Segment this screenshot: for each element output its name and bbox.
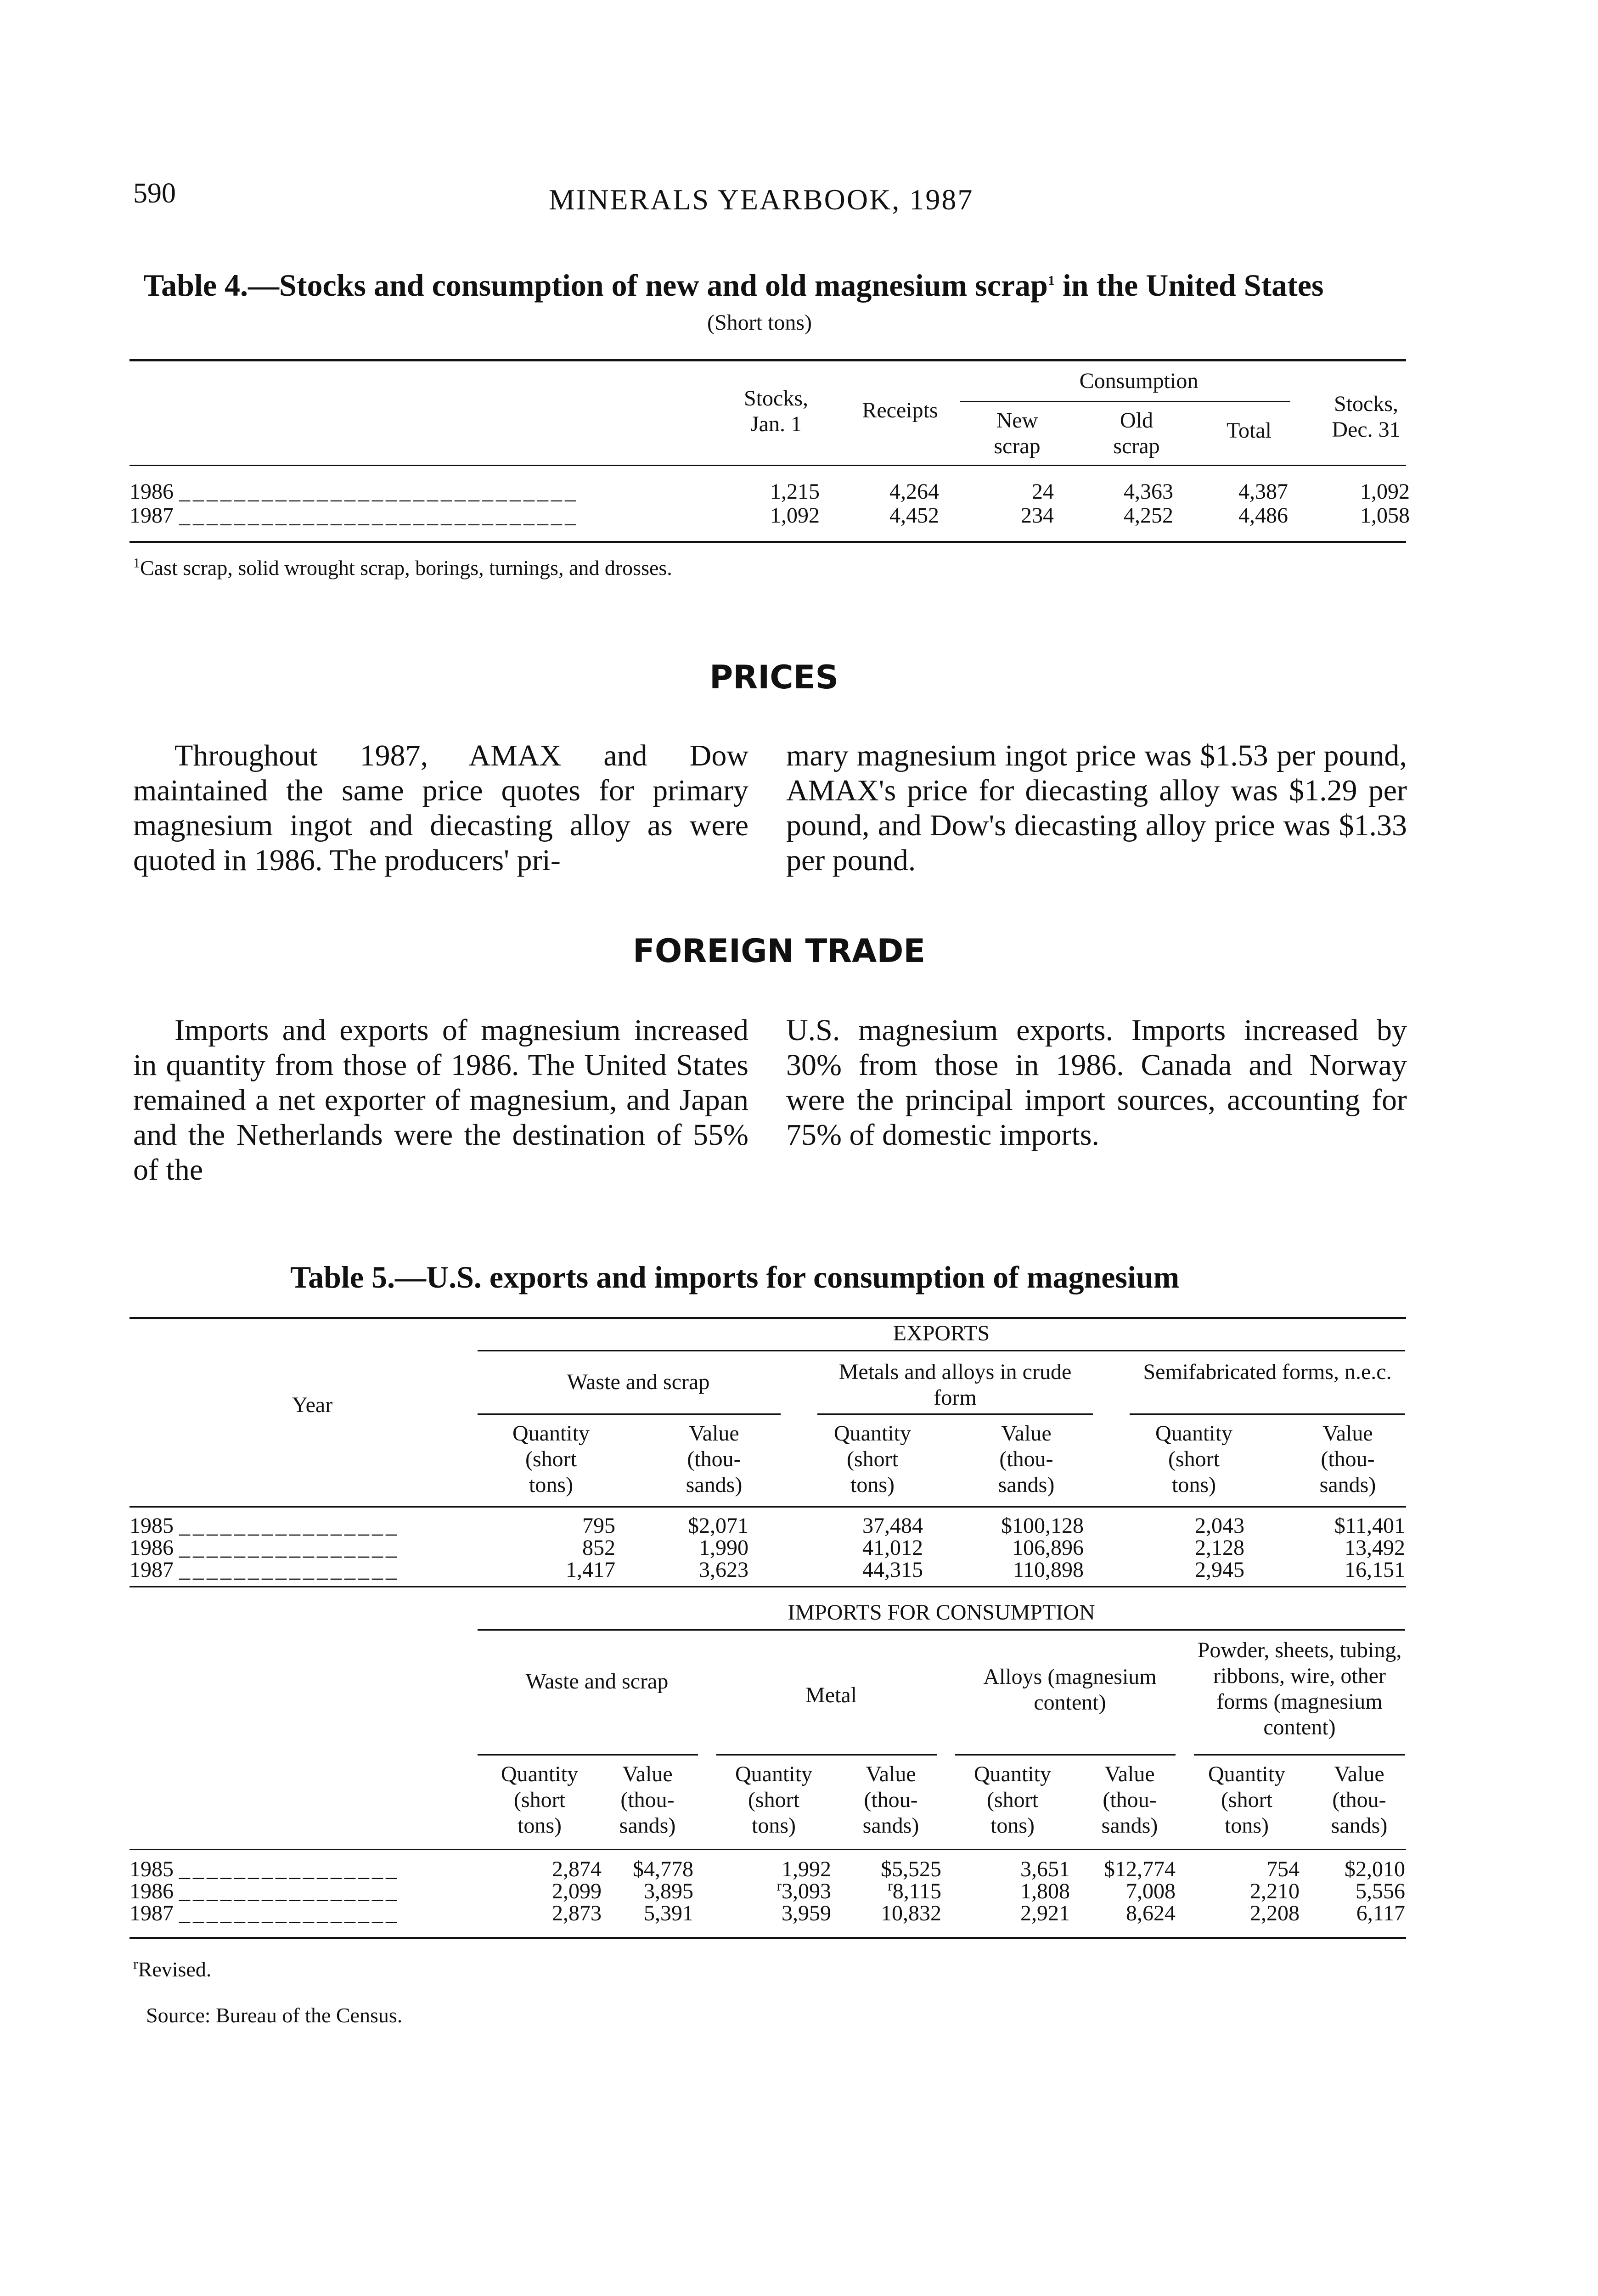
imports-cell: 5,391 xyxy=(644,1901,693,1925)
imports-cell: 3,959 xyxy=(782,1901,831,1925)
imports-cell: 3,651 xyxy=(1020,1857,1070,1881)
table4-cell: 4,252 xyxy=(1124,503,1173,528)
exports-row-year: 1987 ________________ xyxy=(129,1558,400,1582)
imports-value-header: Value (thou- sands) xyxy=(1101,1762,1158,1838)
imports-cell: 2,873 xyxy=(552,1901,602,1925)
imports-row-year: 1985 ________________ xyxy=(129,1857,400,1881)
imports-cell: 10,832 xyxy=(881,1901,941,1925)
imports-cell: 754 xyxy=(1266,1857,1300,1881)
exports-header-rule xyxy=(129,1506,1406,1508)
exports-cell: 16,151 xyxy=(1345,1558,1405,1582)
exports-bottom-rule xyxy=(129,1586,1406,1587)
table4-cell: 24 xyxy=(1032,479,1054,504)
imports-qty-header: Quantity (short tons) xyxy=(974,1762,1051,1838)
imports-cell: 2,099 xyxy=(552,1879,602,1903)
imports-cell: 2,210 xyxy=(1250,1879,1300,1903)
imports-header-rule xyxy=(129,1849,1406,1850)
exports-group-rule xyxy=(1130,1413,1405,1415)
table4-cell: 4,363 xyxy=(1124,479,1173,504)
exports-row-year: 1985 ________________ xyxy=(129,1514,400,1538)
table4-cell: 234 xyxy=(1021,503,1054,528)
table5-title: Table 5.—U.S. exports and imports for consumption of magnesium xyxy=(290,1260,1180,1294)
imports-qty-header: Quantity (short tons) xyxy=(501,1762,578,1838)
table4-header-total: Total xyxy=(1227,418,1272,443)
imports-group-rule xyxy=(955,1754,1176,1756)
table4-header-stocks-jan: Stocks, Jan. 1 xyxy=(743,386,808,436)
imports-group-waste-scrap: Waste and scrap xyxy=(525,1669,669,1694)
imports-value-header: Value (thou- sands) xyxy=(1331,1762,1388,1838)
prices-left-column: Throughout 1987, AMAX and Dow maintained the same price quotes for primary magnesium ingot and diecasting alloy as were quoted in 1986. The producers' pri- xyxy=(133,739,748,877)
exports-heading: EXPORTS xyxy=(893,1321,990,1345)
imports-group-rule xyxy=(716,1754,937,1756)
imports-cell: $12,774 xyxy=(1104,1857,1176,1881)
table4-row-year: 1987 _____________________________ xyxy=(129,503,579,528)
imports-cell: 2,874 xyxy=(552,1857,602,1881)
foreign-trade-heading: FOREIGN TRADE xyxy=(633,932,926,970)
exports-cell: $100,128 xyxy=(1001,1514,1084,1538)
imports-cell: 1,992 xyxy=(782,1857,831,1881)
imports-cell: 3,895 xyxy=(644,1879,693,1903)
source-note: Source: Bureau of the Census. xyxy=(146,2003,403,2027)
imports-cell: 1,808 xyxy=(1020,1879,1070,1903)
table4-header-stocks-dec: Stocks, Dec. 31 xyxy=(1332,392,1401,442)
imports-cell: 6,117 xyxy=(1356,1901,1405,1925)
imports-heading-rule xyxy=(478,1629,1405,1631)
table4-cell: 4,387 xyxy=(1238,479,1288,504)
table4-footnote: $^1$Cast scrap, solid wrought scrap, borings, turnings, and drosses. xyxy=(133,555,672,580)
running-title: MINERALS YEARBOOK, 1987 xyxy=(549,183,974,216)
table5-top-rule xyxy=(129,1317,1406,1319)
exports-value-header: Value (thou- sands) xyxy=(998,1421,1055,1497)
exports-cell: 852 xyxy=(582,1536,615,1560)
imports-group-metal: Metal xyxy=(805,1683,857,1707)
imports-cell: $2,010 xyxy=(1345,1857,1405,1881)
imports-cell: 5,556 xyxy=(1356,1879,1405,1903)
exports-cell: 110,898 xyxy=(1013,1558,1084,1582)
exports-group-semifabricated: Semifabricated forms, n.e.c. xyxy=(1143,1360,1392,1384)
exports-group-rule xyxy=(817,1413,1093,1415)
exports-value-header: Value (thou- sands) xyxy=(686,1421,743,1497)
table4-header-old-scrap: Old scrap xyxy=(1113,408,1160,458)
exports-cell: 13,492 xyxy=(1345,1536,1405,1560)
foreign-trade-left-column: Imports and exports of magnesium increased in quantity from those of 1986. The United States remained a net exporter of magnesium, and Japan and the Netherlands were the destination of 55% of the xyxy=(133,1013,748,1187)
imports-row-year: 1986 ________________ xyxy=(129,1879,400,1903)
exports-cell: 2,128 xyxy=(1195,1536,1244,1560)
imports-row-year: 1987 ________________ xyxy=(129,1901,400,1925)
exports-group-metals-alloys: Metals and alloys in crude form xyxy=(838,1360,1072,1410)
table5-bottom-rule xyxy=(129,1937,1406,1939)
foreign-trade-right-column: U.S. magnesium exports. Imports increased by 30% from those in 1986. Canada and Norway were the principal import sources, accounting for 75% of domestic imports. xyxy=(786,1013,1407,1152)
table4-bottom-rule xyxy=(129,541,1406,543)
table4-cell: 1,092 xyxy=(770,503,820,528)
exports-qty-header: Quantity (short tons) xyxy=(512,1421,590,1497)
imports-heading: IMPORTS FOR CONSUMPTION xyxy=(788,1600,1095,1625)
exports-heading-rule xyxy=(478,1350,1405,1351)
imports-qty-header: Quantity (short tons) xyxy=(1208,1762,1285,1838)
imports-cell: 2,921 xyxy=(1020,1901,1070,1925)
imports-group-rule xyxy=(478,1754,698,1756)
table4-title: Table 4.—Stocks and consumption of new and old magnesium scrap$^1$ in the United States xyxy=(143,268,1324,303)
imports-group-rule xyxy=(1194,1754,1405,1756)
table4-header-consumption: Consumption xyxy=(1079,369,1198,393)
exports-cell: 1,417 xyxy=(566,1558,615,1582)
table4-cell: 4,264 xyxy=(889,479,939,504)
table4-row-year: 1986 _____________________________ xyxy=(129,479,579,504)
table4-cell: 1,058 xyxy=(1360,503,1410,528)
revised-note: $^r$Revised. xyxy=(133,1955,212,1981)
exports-cell: 2,945 xyxy=(1195,1558,1244,1582)
imports-cell-revised: $^r$3,093 xyxy=(776,1877,831,1903)
imports-value-header: Value (thou- sands) xyxy=(862,1762,919,1838)
exports-value-header: Value (thou- sands) xyxy=(1319,1421,1376,1497)
table4-top-rule xyxy=(129,359,1406,361)
imports-cell: $4,778 xyxy=(633,1857,693,1881)
imports-cell: $5,525 xyxy=(881,1857,941,1881)
table4-cell: 4,486 xyxy=(1238,503,1288,528)
exports-cell: 3,623 xyxy=(699,1558,748,1582)
prices-right-column: mary magnesium ingot price was $1.53 per pound, AMAX's price for diecasting alloy was $1.29 per pound, and Dow's diecasting alloy price was $1.33 per pound. xyxy=(786,739,1407,877)
exports-cell: $11,401 xyxy=(1334,1514,1405,1538)
exports-qty-header: Quantity (short tons) xyxy=(1155,1421,1232,1497)
year-header: Year xyxy=(292,1393,333,1417)
table4-header-rule xyxy=(129,465,1406,466)
exports-cell: 1,990 xyxy=(699,1536,748,1560)
exports-cell: 44,315 xyxy=(862,1558,923,1582)
table4-cell: 1,215 xyxy=(770,479,820,504)
prices-heading: PRICES xyxy=(709,658,838,696)
exports-group-waste-scrap: Waste and scrap xyxy=(567,1370,710,1394)
exports-cell: 41,012 xyxy=(862,1536,923,1560)
page-number: 590 xyxy=(133,178,176,209)
table4-header-new-scrap: New scrap xyxy=(994,408,1041,458)
exports-cell: 2,043 xyxy=(1195,1514,1244,1538)
imports-value-header: Value (thou- sands) xyxy=(619,1762,676,1838)
table4-consumption-rule xyxy=(960,401,1290,402)
imports-qty-header: Quantity (short tons) xyxy=(735,1762,812,1838)
exports-cell: $2,071 xyxy=(688,1514,748,1538)
exports-cell: 106,896 xyxy=(1012,1536,1084,1560)
table4-header-receipts: Receipts xyxy=(862,398,938,422)
table4-cell: 4,452 xyxy=(889,503,939,528)
table4-cell: 1,092 xyxy=(1360,479,1410,504)
imports-group-powder-sheets: Powder, sheets, tubing, ribbons, wire, other forms (magnesium content) xyxy=(1197,1638,1402,1739)
exports-qty-header: Quantity (short tons) xyxy=(834,1421,911,1497)
table4-unit: (Short tons) xyxy=(707,310,812,335)
imports-group-alloys: Alloys (magnesium content) xyxy=(983,1665,1157,1715)
imports-cell: 7,008 xyxy=(1126,1879,1176,1903)
exports-cell: 37,484 xyxy=(862,1514,923,1538)
imports-cell: 8,624 xyxy=(1126,1901,1176,1925)
exports-row-year: 1986 ________________ xyxy=(129,1536,400,1560)
exports-group-rule xyxy=(478,1413,781,1415)
imports-cell: 2,208 xyxy=(1250,1901,1300,1925)
exports-cell: 795 xyxy=(582,1514,615,1538)
imports-cell-revised: $^r$8,115 xyxy=(888,1877,941,1903)
